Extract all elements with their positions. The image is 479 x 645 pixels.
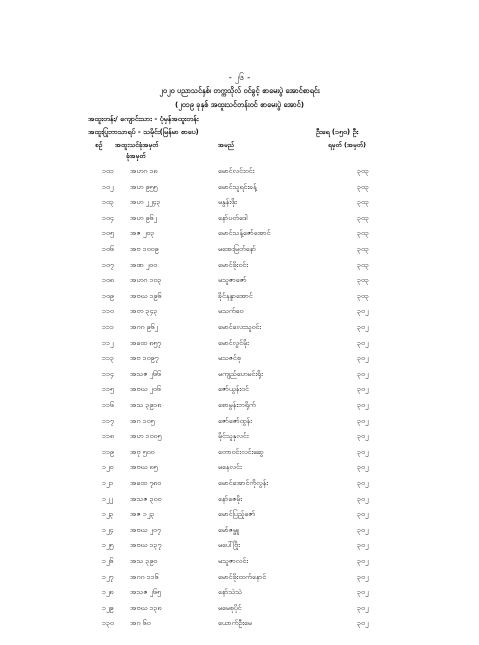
- roll-number: အဟဂ ၁၀၃: [130, 276, 162, 285]
- page-number: - ၂၆ -: [228, 73, 251, 83]
- roll-number: အထေ ၇၈၀: [130, 479, 162, 487]
- table-row: [0, 401, 479, 417]
- table-row: [0, 463, 479, 479]
- document-title: ၂၀၂၀ ပညာသင်နှစ်၊ တက္ကသိုလ် ဝင်ခွင့် စာမေးပွဲ အောင်စာရင်း: [159, 86, 320, 95]
- roll-column-header: အထူးသင်ခုံအမှတ်: [115, 141, 159, 149]
- roll-number: အဗဃ ၁၃၇: [130, 541, 162, 550]
- student-name: စောမွန်းဘရိုက်: [218, 401, 256, 409]
- row-number: ၁၁၇: [102, 416, 114, 425]
- row-number: ၁၂၅: [102, 541, 114, 550]
- roll-number: အဂ ၁၀၅: [130, 416, 155, 425]
- mark-value: ၃၀၂: [357, 354, 369, 363]
- roll-number: အဇ ၂၀၃: [130, 229, 155, 238]
- student-name: မောင်လွင်မိုး: [218, 338, 249, 347]
- mark-value: ၃၀၃: [357, 291, 369, 300]
- student-name: မိုင်သူနှလင်း: [218, 432, 249, 441]
- table-row: [0, 307, 479, 323]
- mark-value: ၃၀၂: [357, 510, 369, 519]
- roll-number: အဂဂ ၁၁၆: [130, 572, 159, 581]
- row-number: ၁၀၉: [102, 291, 114, 300]
- table-row: [0, 183, 479, 199]
- table-row: [0, 448, 479, 464]
- table-row: [0, 276, 479, 292]
- table-row: [0, 479, 479, 495]
- row-number: ၁၀၈: [102, 276, 114, 285]
- table-row: [0, 385, 479, 401]
- row-number: ၁၂၁: [102, 479, 114, 487]
- student-name: မောင်ဖိုးထက်နောင်: [218, 572, 267, 581]
- row-number: ၁၁၆: [102, 401, 114, 409]
- roll-number: အဟ ၁၀၀၅: [130, 432, 162, 441]
- roll-number: အဟ ၉၅၅: [130, 182, 158, 191]
- roll-number: အဗ ၁၀၉၇: [130, 354, 159, 363]
- mark-value: ၃၀၂: [357, 369, 369, 378]
- roll-number: အသဇ ၂၆၆: [130, 369, 161, 378]
- mark-value: ၃၀၃: [357, 245, 369, 253]
- mark-value: ၃၀၂: [357, 323, 369, 331]
- table-row: [0, 432, 479, 448]
- mark-value: ၃၀၂: [357, 557, 369, 565]
- row-number: ၁၂၂: [102, 494, 113, 503]
- roll-number: အဗဃ ၂၀၆: [130, 385, 161, 394]
- table-row: [0, 292, 479, 308]
- roll-number: အတ ၃၄၃: [130, 307, 158, 316]
- mark-value: ၃၀၂: [357, 525, 369, 534]
- student-name: မသူဇာလင်း: [218, 557, 249, 565]
- student-name: မအေးမြတ်နော်: [218, 245, 257, 253]
- table-row: [0, 526, 479, 542]
- roll-column-header-line2: ခုံအမှတ်: [126, 152, 146, 160]
- student-name: နော်သဲသဲ: [218, 588, 242, 597]
- table-row: [0, 557, 479, 573]
- student-name: မသဇင်စု: [218, 354, 241, 363]
- row-number: ၁၂၀: [102, 463, 114, 472]
- row-number: ၁၀၃: [102, 198, 114, 207]
- table-row: [0, 510, 479, 526]
- mark-value: ၃၀၂: [357, 338, 369, 347]
- student-name: မပေါ်ဗြိုး: [218, 541, 240, 550]
- mark-value: ၃၀၂: [357, 619, 369, 628]
- student-name: ယောက်ဦးမေ: [218, 619, 252, 628]
- student-name: ဇော်ယွန်းဝင်: [218, 385, 249, 394]
- row-number: ၁၁၅: [102, 385, 114, 394]
- student-name: မနေလင်း: [218, 463, 242, 472]
- row-number: ၁၃၀: [102, 619, 114, 628]
- row-number: ၁၂၃: [102, 510, 114, 519]
- mark-value: ၃၀၂: [357, 447, 369, 456]
- roll-number: အဗ ၁၀၀၉: [130, 245, 159, 253]
- mark-value: ၃၀၃: [357, 182, 369, 191]
- student-name: မသက်ဝေ: [218, 307, 244, 316]
- roll-number: အသဇ ၂၆၅: [130, 588, 161, 597]
- mark-value: ၃၀၂: [357, 416, 369, 425]
- mark-value: ၃၀၂: [357, 432, 369, 441]
- row-number: ၁၂၆: [102, 557, 114, 565]
- mark-value: ၃၀၂: [357, 463, 369, 472]
- roll-number: အသ ၃၉၁၈: [130, 401, 162, 409]
- roll-number: အဇ ၁၂၃: [130, 510, 155, 519]
- mark-column-header: ရမှတ် (အမှတ်): [328, 141, 366, 149]
- row-number: ၁၁၀: [102, 307, 114, 316]
- mark-value: ၃၀၃: [357, 167, 369, 175]
- row-number: ၁၁၃: [102, 354, 114, 363]
- mark-value: ၃၀၂: [357, 307, 369, 316]
- mark-value: ၃၀၃: [357, 213, 369, 222]
- row-number: ၁၀၂: [102, 182, 114, 191]
- name-column-header: အမည်: [218, 141, 234, 149]
- table-row: [0, 323, 479, 339]
- row-number: ၁၁၄: [102, 369, 114, 378]
- table-row: [0, 214, 479, 230]
- mark-value: ၃၀၂: [357, 541, 369, 550]
- table-row: [0, 339, 479, 355]
- roll-number: အသ ၃၉၀: [130, 557, 158, 565]
- table-row: [0, 417, 479, 433]
- row-number: ၁၂၇: [102, 572, 114, 581]
- mark-value: ၃၀၂: [357, 401, 369, 409]
- student-name: နော်ပတ်ဒေါ: [218, 213, 248, 222]
- row-number: ၁၁၉: [102, 447, 114, 456]
- student-name: မော်ဇမ္ဗူ: [218, 525, 239, 534]
- table-row: [0, 261, 479, 277]
- row-number: ၁၁၂: [102, 338, 114, 347]
- table-row: [0, 370, 479, 386]
- mark-value: ၃၀၂: [357, 572, 369, 581]
- student-name: ခိုင်နန္ဒာအောင်: [218, 291, 253, 300]
- roll-number: အဟ ၂၂၄၃: [130, 198, 161, 207]
- row-number: ၁၁၈: [102, 432, 114, 441]
- table-row: [0, 619, 479, 635]
- row-number: ၁၀၇: [102, 260, 114, 269]
- table-row: [0, 495, 479, 511]
- subject-heading: အထူးပြုဘာသာရပ် - သမိုင်း(မြန်မာ စာပေ): [88, 128, 199, 136]
- student-name: မောင်ဖိုးဝင်း: [218, 260, 248, 269]
- student-name: မောင်လင်းဝင်း: [218, 167, 255, 175]
- roll-number: အသဇ ၃၀၀: [130, 494, 162, 503]
- mark-value: ၃၀၃: [357, 276, 369, 285]
- row-number: ၁၀၄: [102, 213, 114, 222]
- row-number: ၁၀၁: [102, 167, 114, 175]
- roll-number: အဏ ၂၀၀: [130, 260, 158, 269]
- section-heading: အထူးတန်း/ ကျောင်းသား - ပုံမှန်အထူးတန်း: [88, 115, 199, 123]
- mark-value: ၃၀၃: [357, 229, 369, 238]
- roll-number: အဗဃ ၈၅: [130, 463, 158, 472]
- row-number: ၁၀၅: [102, 229, 114, 238]
- roll-number: အဟဂ ၁၈: [130, 167, 158, 175]
- table-row: [0, 354, 479, 370]
- student-name: မောင်သူရင်းခန့်: [218, 182, 257, 191]
- mark-value: ၃၀၂: [357, 588, 369, 597]
- roll-number: အဗဃ ၂၀၇: [130, 525, 161, 534]
- roll-number: အဗု ၅၀၀: [130, 447, 155, 456]
- student-name: တောဝင်းလင်းဆွေ: [218, 447, 264, 456]
- row-number: ၁၂၉: [102, 603, 114, 612]
- student-name: မမေစုပိုင်: [218, 603, 242, 612]
- count-heading: ဦးရေ (၁၅၀) ဦး: [316, 128, 359, 136]
- table-row: [0, 245, 479, 261]
- student-name: မကျည်ဟေမင်းရိုး: [218, 369, 263, 378]
- document-subtitle: (၂၀၁၉ ခုနှစ် အထူးသင်တန်းဝင် စာမေးပွဲ အောင်): [174, 100, 304, 109]
- roll-number: အဂ ၆၀: [130, 619, 151, 628]
- row-number: ၁၀၆: [102, 245, 114, 253]
- student-name: မောင်သန့်ဇော်အောင်: [218, 229, 271, 238]
- student-name: မသူဇာဇော်: [218, 276, 247, 285]
- mark-value: ၃၀၂: [357, 385, 369, 394]
- row-number: ၁၁၁: [102, 323, 114, 331]
- student-name: မနွန်းဖိုး: [218, 198, 237, 207]
- student-name: နော်ဇေမိုး: [218, 494, 243, 503]
- table-row: [0, 541, 479, 557]
- mark-value: ၃၀၂: [357, 603, 369, 612]
- mark-value: ၃၀၃: [357, 260, 369, 269]
- roll-number: အဟ ၉၆၂: [130, 213, 157, 222]
- student-name: ဇော်ဇော်ထွန်း: [218, 416, 252, 425]
- mark-value: ၃၀၃: [357, 198, 369, 207]
- roll-number: အဗဃ ၁၉၆: [130, 291, 162, 300]
- table-row: [0, 167, 479, 183]
- number-column-header: စဉ်: [95, 141, 103, 149]
- roll-number: အဗဃ ၁၃၈: [130, 603, 162, 612]
- student-name: မောင်လေးသူဝင်း: [218, 323, 262, 331]
- roll-number: အဂဂ ၉၆၂: [130, 323, 158, 331]
- table-row: [0, 573, 479, 589]
- table-row: [0, 198, 479, 214]
- table-row: [0, 229, 479, 245]
- student-name: မောင်ပြည့်ဇော်: [218, 510, 256, 519]
- results-list: [0, 167, 479, 637]
- student-name: မောင်အောင်ကိုလွန်း: [218, 479, 269, 487]
- mark-value: ၃၀၂: [357, 479, 369, 487]
- roll-number: အထေ ၈၅၇: [130, 338, 162, 347]
- table-row: [0, 588, 479, 604]
- row-number: ၁၂၈: [102, 588, 114, 597]
- mark-value: ၃၀၂: [357, 494, 369, 503]
- table-row: [0, 604, 479, 620]
- row-number: ၁၂၄: [102, 525, 114, 534]
